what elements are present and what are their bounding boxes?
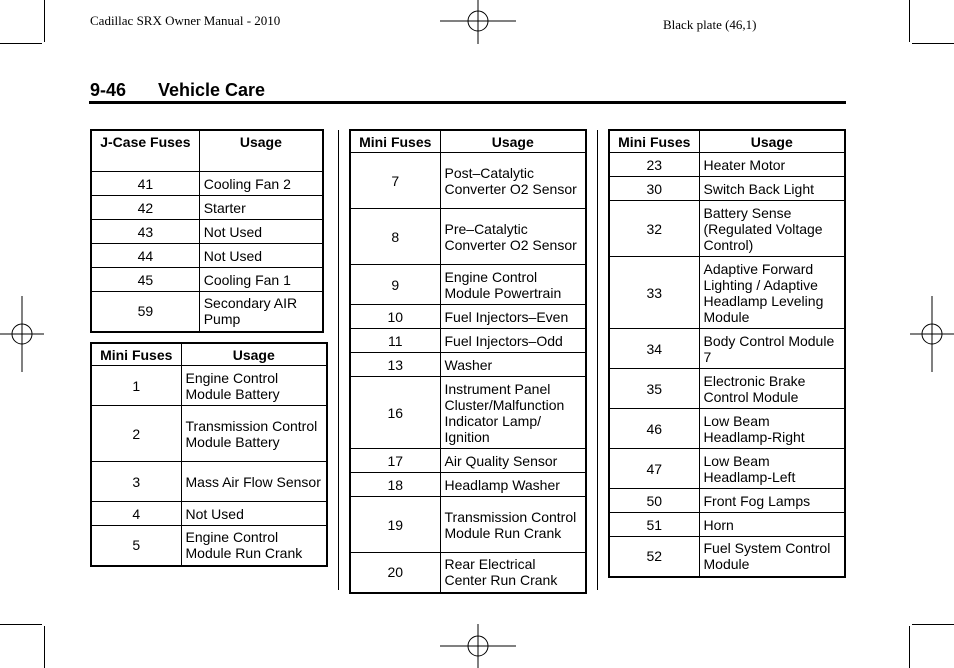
column-header: J-Case Fuses: [91, 130, 199, 172]
fuse-number: 32: [609, 201, 699, 257]
fuse-number: 23: [609, 153, 699, 177]
table-row: [609, 513, 845, 537]
fuse-number: 8: [350, 209, 440, 265]
column-header: Usage: [699, 130, 845, 153]
table-row: [350, 553, 586, 593]
table-row: [91, 172, 323, 196]
fuse-number: 30: [609, 177, 699, 201]
fuse-number: 1: [91, 366, 181, 406]
table-header-row: [350, 130, 586, 153]
fuse-usage: Rear Electrical Center Run Crank: [440, 553, 586, 593]
fuse-usage: Air Quality Sensor: [440, 449, 586, 473]
table-row: [350, 209, 586, 265]
column-header: Mini Fuses: [609, 130, 699, 153]
fuse-usage: Mass Air Flow Sensor: [181, 462, 327, 502]
table-row: [91, 366, 327, 406]
fuse-usage: Not Used: [181, 502, 327, 526]
table-row: [609, 201, 845, 257]
column-header: Mini Fuses: [91, 343, 181, 366]
table-row: [609, 489, 845, 513]
fuse-usage: Cooling Fan 2: [199, 172, 323, 196]
fuse-number: 46: [609, 409, 699, 449]
table-row: [350, 497, 586, 553]
fuse-usage: Switch Back Light: [699, 177, 845, 201]
fuse-usage: Engine Control Module Powertrain: [440, 265, 586, 305]
column-header: Mini Fuses: [350, 130, 440, 153]
mini-fuse-table-3: [608, 129, 846, 578]
fuse-usage: Headlamp Washer: [440, 473, 586, 497]
page-number: 9-46: [90, 80, 127, 100]
column-header: Usage: [440, 130, 586, 153]
table-header-row: [609, 130, 845, 153]
fuse-number: 17: [350, 449, 440, 473]
table-row: [609, 449, 845, 489]
table-row: [350, 329, 586, 353]
fuse-number: 45: [91, 268, 199, 292]
crop-mark: [44, 626, 45, 668]
table-row: [609, 257, 845, 329]
registration-target-icon: [440, 624, 516, 668]
fuse-number: 10: [350, 305, 440, 329]
jcase-fuse-table: [90, 129, 324, 333]
mini-fuse-table-2: [349, 129, 587, 594]
fuse-usage: Heater Motor: [699, 153, 845, 177]
column-divider: [597, 130, 598, 590]
crop-mark: [909, 0, 910, 42]
fuse-number: 20: [350, 553, 440, 593]
fuse-usage: Low Beam Headlamp-Left: [699, 449, 845, 489]
fuse-usage: Not Used: [199, 244, 323, 268]
fuse-usage: Not Used: [199, 220, 323, 244]
table-row: [609, 153, 845, 177]
registration-target-icon: [0, 296, 44, 372]
column-divider: [338, 130, 339, 590]
fuse-number: 59: [91, 292, 199, 332]
table-row: [350, 305, 586, 329]
fuse-usage: Secondary AIR Pump: [199, 292, 323, 332]
table-row: [609, 329, 845, 369]
mini-fuse-table-1: [90, 342, 328, 567]
fuse-usage: Electronic Brake Control Module: [699, 369, 845, 409]
table-row: [350, 449, 586, 473]
table-row: [91, 268, 323, 292]
fuse-usage: Horn: [699, 513, 845, 537]
fuse-number: 16: [350, 377, 440, 449]
fuse-usage: Transmission Control Module Run Crank: [440, 497, 586, 553]
table-row: [609, 537, 845, 577]
column-header: Usage: [199, 130, 323, 172]
fuse-usage: Engine Control Module Battery: [181, 366, 327, 406]
table-row: [609, 369, 845, 409]
table-header-row: [91, 343, 327, 366]
fuse-number: 11: [350, 329, 440, 353]
fuse-usage: Transmission Control Module Battery: [181, 406, 327, 462]
table-row: [91, 196, 323, 220]
fuse-number: 43: [91, 220, 199, 244]
fuse-usage: Starter: [199, 196, 323, 220]
column-header: Usage: [181, 343, 327, 366]
document-title: Cadillac SRX Owner Manual - 2010: [90, 13, 281, 28]
crop-mark: [0, 624, 42, 625]
registration-target-icon: [440, 0, 516, 44]
table-row: [91, 406, 327, 462]
table-row: [609, 409, 845, 449]
table-row: [350, 265, 586, 305]
fuse-usage: Fuel Injectors–Odd: [440, 329, 586, 353]
table-row: [91, 502, 327, 526]
table-row: [91, 244, 323, 268]
fuse-number: 35: [609, 369, 699, 409]
fuse-usage: Battery Sense (Regulated Voltage Control): [699, 201, 845, 257]
fuse-usage: Fuel Injectors–Even: [440, 305, 586, 329]
fuse-usage: Washer: [440, 353, 586, 377]
registration-target-icon: [910, 296, 954, 372]
table-row: [91, 526, 327, 566]
heading-rule: [89, 101, 846, 104]
fuse-usage: Low Beam Headlamp-Right: [699, 409, 845, 449]
fuse-usage: Pre–Catalytic Converter O2 Sensor: [440, 209, 586, 265]
fuse-usage: Front Fog Lamps: [699, 489, 845, 513]
table-row: [91, 292, 323, 332]
fuse-number: 47: [609, 449, 699, 489]
fuse-number: 52: [609, 537, 699, 577]
fuse-number: 33: [609, 257, 699, 329]
fuse-number: 7: [350, 153, 440, 209]
table-row: [609, 177, 845, 201]
fuse-number: 2: [91, 406, 181, 462]
crop-mark: [44, 0, 45, 42]
page-heading: [90, 80, 265, 101]
table-row: [350, 473, 586, 497]
fuse-usage: Adaptive Forward Lighting / Adaptive Headlamp Leveling Module: [699, 257, 845, 329]
fuse-number: 34: [609, 329, 699, 369]
fuse-number: 50: [609, 489, 699, 513]
fuse-usage: Engine Control Module Run Crank: [181, 526, 327, 566]
fuse-number: 9: [350, 265, 440, 305]
table-row: [350, 377, 586, 449]
section-title: Vehicle Care: [158, 80, 266, 100]
fuse-number: 18: [350, 473, 440, 497]
table-row: [350, 153, 586, 209]
fuse-number: 19: [350, 497, 440, 553]
fuse-number: 41: [91, 172, 199, 196]
fuse-number: 4: [91, 502, 181, 526]
fuse-usage: Fuel System Control Module: [699, 537, 845, 577]
table-header-row: [91, 130, 323, 172]
crop-mark: [0, 43, 42, 44]
fuse-usage: Cooling Fan 1: [199, 268, 323, 292]
table-row: [350, 353, 586, 377]
fuse-usage: Instrument Panel Cluster/Malfunction Indicator Lamp/ Ignition: [440, 377, 586, 449]
fuse-usage: Body Control Module 7: [699, 329, 845, 369]
crop-mark: [912, 43, 954, 44]
fuse-number: 3: [91, 462, 181, 502]
fuse-number: 42: [91, 196, 199, 220]
fuse-number: 51: [609, 513, 699, 537]
fuse-number: 5: [91, 526, 181, 566]
fuse-usage: Post–Catalytic Converter O2 Sensor: [440, 153, 586, 209]
table-row: [91, 462, 327, 502]
crop-mark: [909, 626, 910, 668]
crop-mark: [912, 624, 954, 625]
fuse-number: 44: [91, 244, 199, 268]
fuse-number: 13: [350, 353, 440, 377]
table-row: [91, 220, 323, 244]
plate-label: Black plate (46,1): [663, 17, 757, 32]
